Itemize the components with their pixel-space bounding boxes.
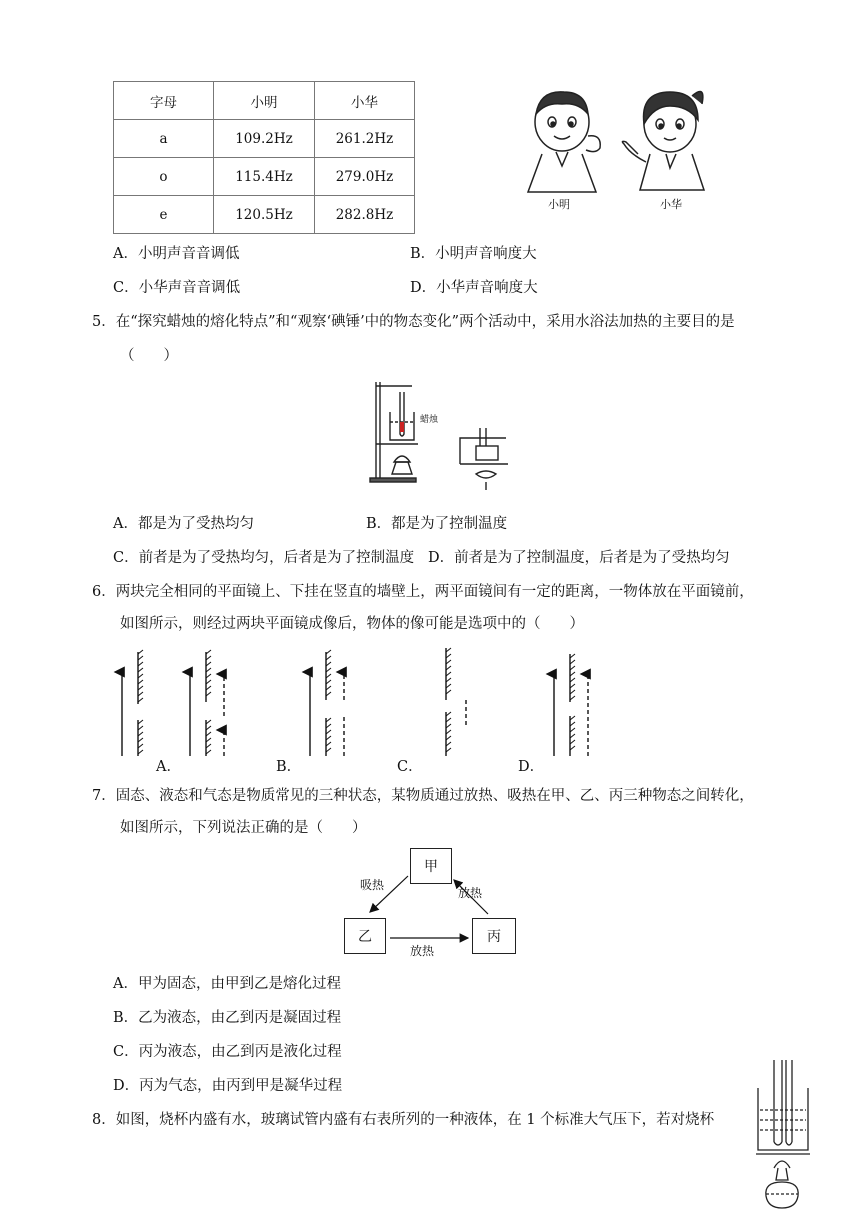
q5-option-d[interactable]: D．前者是为了控制温度，后者是为了受热均匀 bbox=[428, 550, 730, 566]
table-header-cell: 小华 bbox=[315, 82, 415, 120]
beaker-burner-apparatus bbox=[752, 1058, 814, 1216]
boy-label: 小明 bbox=[548, 198, 570, 211]
q5-stem-line1: 5．在“探究蜡烛的熔化特点”和“观察‘碘锤’中的物态变化”两个活动中，采用水浴法加热的主要目的是 bbox=[92, 314, 735, 330]
girl-label: 小华 bbox=[660, 198, 682, 211]
table-cell: e bbox=[114, 196, 214, 234]
mirror-diagram bbox=[100, 644, 620, 762]
edge-label-bing-jia: 放热 bbox=[458, 886, 483, 900]
table-cell: o bbox=[114, 158, 214, 196]
edge-label-yi-bing: 放热 bbox=[410, 944, 435, 958]
children-illustration bbox=[520, 84, 720, 218]
state-node-yi: 乙 bbox=[344, 918, 386, 954]
q4-option-b[interactable]: B．小明声音响度大 bbox=[410, 246, 537, 262]
q7-option-d[interactable]: D．丙为气态，由丙到甲是凝华过程 bbox=[113, 1078, 343, 1094]
table-header-row bbox=[114, 82, 415, 120]
q6-stem-line1: 6．两块完全相同的平面镜上、下挂在竖直的墙壁上，两平面镜间有一定的距离，一物体放在平面镜前， bbox=[92, 584, 754, 600]
q4-option-d[interactable]: D．小华声音响度大 bbox=[410, 280, 538, 296]
candle-label: 蜡烛 bbox=[420, 415, 439, 425]
table-cell: 282.8Hz bbox=[315, 196, 415, 234]
q7-option-b[interactable]: B．乙为液态，由乙到丙是凝固过程 bbox=[113, 1010, 342, 1026]
girl-figure bbox=[622, 92, 704, 191]
state-node-bing: 丙 bbox=[472, 918, 516, 954]
q4-option-a[interactable]: A．小明声音音调低 bbox=[113, 246, 240, 262]
q8-stem-line1: 8．如图，烧杯内盛有水，玻璃试管内盛有右表所列的一种液体，在 1 个标准大气压下，若对烧杯 bbox=[92, 1112, 715, 1128]
q6-choice-a-label[interactable]: A． bbox=[156, 759, 181, 775]
table-cell: 279.0Hz bbox=[315, 158, 415, 196]
edge-label-jia-yi: 吸热 bbox=[360, 878, 385, 892]
boy-figure bbox=[528, 92, 600, 192]
table-row bbox=[114, 120, 415, 158]
state-change-diagram bbox=[340, 846, 520, 956]
q7-option-a[interactable]: A．甲为固态，由甲到乙是熔化过程 bbox=[113, 976, 341, 992]
q4-option-c[interactable]: C．小华声音音调低 bbox=[113, 280, 241, 296]
table-row bbox=[114, 158, 415, 196]
q5-stem-line2: （ ） bbox=[120, 348, 178, 364]
table-cell: 261.2Hz bbox=[315, 120, 415, 158]
q6-choice-b-label[interactable]: B． bbox=[276, 759, 302, 775]
q5-option-b[interactable]: B．都是为了控制温度 bbox=[366, 516, 508, 532]
table-header-cell: 小明 bbox=[214, 82, 315, 120]
frequency-table bbox=[113, 81, 415, 234]
table-cell: 109.2Hz bbox=[214, 120, 315, 158]
q6-choice-d-label[interactable]: D． bbox=[518, 759, 545, 775]
water-bath-apparatus bbox=[368, 378, 520, 494]
state-node-jia: 甲 bbox=[410, 848, 452, 884]
q5-option-c[interactable]: C．前者是为了受热均匀，后者是为了控制温度 bbox=[113, 550, 415, 566]
q7-option-c[interactable]: C．丙为液态，由乙到丙是液化过程 bbox=[113, 1044, 342, 1060]
q6-stem-line2: 如图所示，则经过两块平面镜成像后，物体的像可能是选项中的（ ） bbox=[120, 616, 584, 632]
table-cell: 120.5Hz bbox=[214, 196, 315, 234]
q7-stem-line2: 如图所示，下列说法正确的是（ ） bbox=[120, 820, 367, 836]
table-header-cell: 字母 bbox=[114, 82, 214, 120]
table-row bbox=[114, 196, 415, 234]
table-cell: a bbox=[114, 120, 214, 158]
table-cell: 115.4Hz bbox=[214, 158, 315, 196]
q5-option-a[interactable]: A．都是为了受热均匀 bbox=[113, 516, 254, 532]
q6-choice-c-label[interactable]: C． bbox=[397, 759, 423, 775]
q7-stem-line1: 7．固态、液态和气态是物质常见的三种状态，某物质通过放热、吸热在甲、乙、丙三种物态之间转化， bbox=[92, 788, 754, 804]
